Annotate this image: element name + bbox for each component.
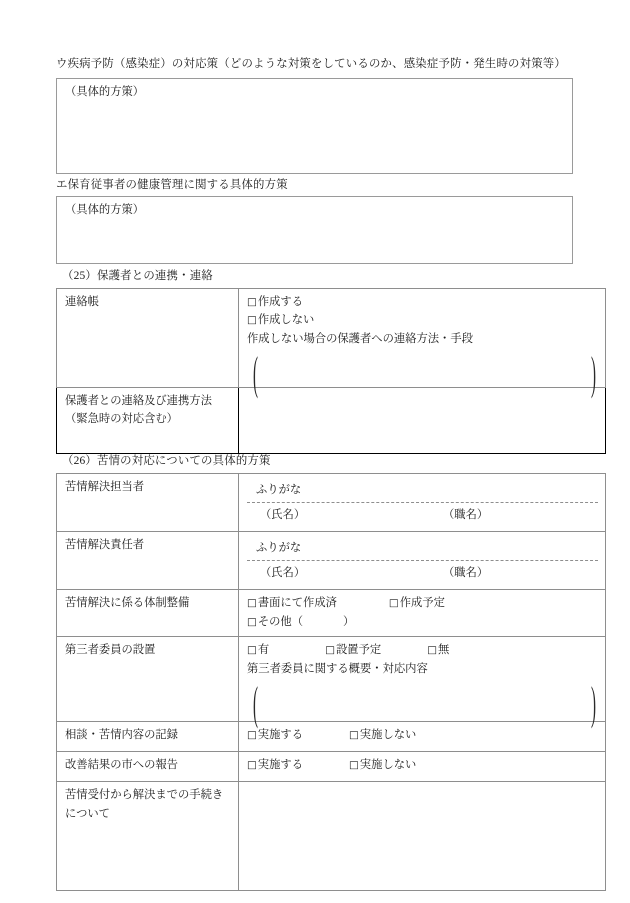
row-value-consultation-record[interactable]: [239, 722, 606, 752]
freebox-section-u[interactable]: [56, 78, 573, 174]
name-label: （氏名）: [260, 567, 306, 580]
post-label: （職名）: [443, 509, 489, 522]
option-label: 実施しない: [359, 759, 417, 772]
row-label-guardian-contact: 保護者との連絡及び連携方法（緊急時の対応含む）: [57, 388, 239, 454]
table-row: [57, 474, 606, 532]
checkbox-icon[interactable]: □: [247, 597, 257, 610]
bracket-input-contact-method[interactable]: [253, 348, 596, 401]
option-label: 作成予定: [399, 597, 445, 610]
table-section-25: [56, 288, 606, 454]
row-value-improvement-report[interactable]: [239, 752, 606, 782]
post-label: （職名）: [443, 567, 489, 580]
option-create[interactable]: [247, 293, 598, 311]
table-row: [57, 782, 606, 891]
bracket-left-icon: (: [253, 681, 258, 731]
checkbox-icon[interactable]: □: [247, 296, 257, 308]
table-row: [57, 722, 606, 752]
note-third-party: 第三者委員に関する概要・対応内容: [247, 662, 428, 675]
option-label: 実施する: [257, 729, 304, 742]
option-label: 書面にて作成済: [257, 597, 337, 610]
bracket-input-third-party[interactable]: [253, 678, 596, 731]
checkbox-icon[interactable]: □: [349, 729, 359, 742]
row-value-procedure[interactable]: [239, 782, 606, 891]
checkbox-icon[interactable]: □: [247, 314, 257, 327]
checkbox-icon[interactable]: □: [247, 644, 257, 657]
bracket-left-icon: (: [253, 351, 258, 401]
checkbox-icon[interactable]: □: [349, 759, 359, 772]
name-field[interactable]: [247, 561, 598, 585]
table-row: [57, 637, 606, 722]
table-row: [57, 532, 606, 590]
checkbox-icon[interactable]: □: [427, 644, 437, 657]
freebox-section-e[interactable]: [56, 196, 573, 264]
furigana-field[interactable]: ふりがな: [247, 536, 598, 561]
row-value-system-development[interactable]: [239, 590, 606, 637]
row-label-renrakucho: 連絡帳: [57, 289, 239, 388]
row-label-improvement-report: 改善結果の市への報告: [57, 752, 239, 782]
row-label-procedure: 苦情受付から解決までの手続きについて: [57, 782, 239, 891]
option-label-close: ）: [343, 615, 355, 628]
row-label-complaint-manager: 苦情解決責任者: [57, 532, 239, 590]
option-label: その他（: [257, 615, 304, 628]
option-label: 作成する: [257, 296, 304, 308]
option-label: 有: [257, 644, 270, 657]
options-line-2[interactable]: [247, 613, 598, 631]
heading-section-u: ウ疾病予防（感染症）の対応策（どのような対策をしているのか、感染症予防・発生時の対策等）: [56, 58, 566, 70]
heading-section-e: エ保育従事者の健康管理に関する具体的方策: [56, 179, 288, 191]
options-improvement-report[interactable]: [247, 756, 598, 774]
table-row: [57, 752, 606, 782]
furigana-field[interactable]: ふりがな: [247, 478, 598, 503]
table-row: [57, 590, 606, 637]
bracket-right-icon: ): [591, 351, 596, 401]
freebox-label-section-e: （具体的方策）: [65, 204, 145, 216]
table-row: [57, 388, 606, 454]
row-value-complaint-manager[interactable]: [239, 532, 606, 590]
checkbox-icon[interactable]: □: [388, 597, 399, 610]
row-value-third-party-committee[interactable]: [239, 637, 606, 731]
checkbox-icon[interactable]: □: [247, 615, 257, 628]
row-value-complaint-officer[interactable]: [239, 474, 606, 532]
table-row: [57, 289, 606, 388]
checkbox-icon[interactable]: □: [247, 759, 257, 772]
option-not-create[interactable]: [247, 311, 598, 329]
table-section-26: [56, 473, 606, 891]
row-label-third-party-committee: 第三者委員の設置: [57, 637, 239, 722]
note-contact-method: 作成しない場合の保護者への連絡方法・手段: [247, 332, 473, 345]
row-label-complaint-officer: 苦情解決担当者: [57, 474, 239, 532]
heading-section-25: （25）保護者との連携・連絡: [62, 270, 213, 282]
row-value-renrakucho[interactable]: [239, 289, 606, 401]
row-value-guardian-contact[interactable]: [239, 388, 606, 454]
option-label: 作成しない: [257, 314, 315, 327]
heading-section-26: （26）苦情の対応についての具体的方策: [62, 455, 271, 467]
checkbox-icon[interactable]: □: [325, 644, 335, 657]
name-label: （氏名）: [260, 509, 306, 522]
row-label-system-development: 苦情解決に係る体制整備: [57, 590, 239, 637]
options-consultation-record[interactable]: [247, 726, 598, 744]
options-line-1[interactable]: [247, 594, 598, 612]
freebox-label-section-u: （具体的方策）: [65, 86, 145, 98]
checkbox-icon[interactable]: □: [247, 729, 257, 742]
option-label: 設置予定: [335, 644, 382, 657]
option-label: 実施しない: [359, 729, 417, 742]
bracket-right-icon: ): [591, 681, 596, 731]
row-label-consultation-record: 相談・苦情内容の記録: [57, 722, 239, 752]
option-label: 無: [438, 644, 450, 657]
name-field[interactable]: [247, 503, 598, 527]
option-label: 実施する: [257, 759, 304, 772]
options-third-party[interactable]: [247, 641, 598, 659]
